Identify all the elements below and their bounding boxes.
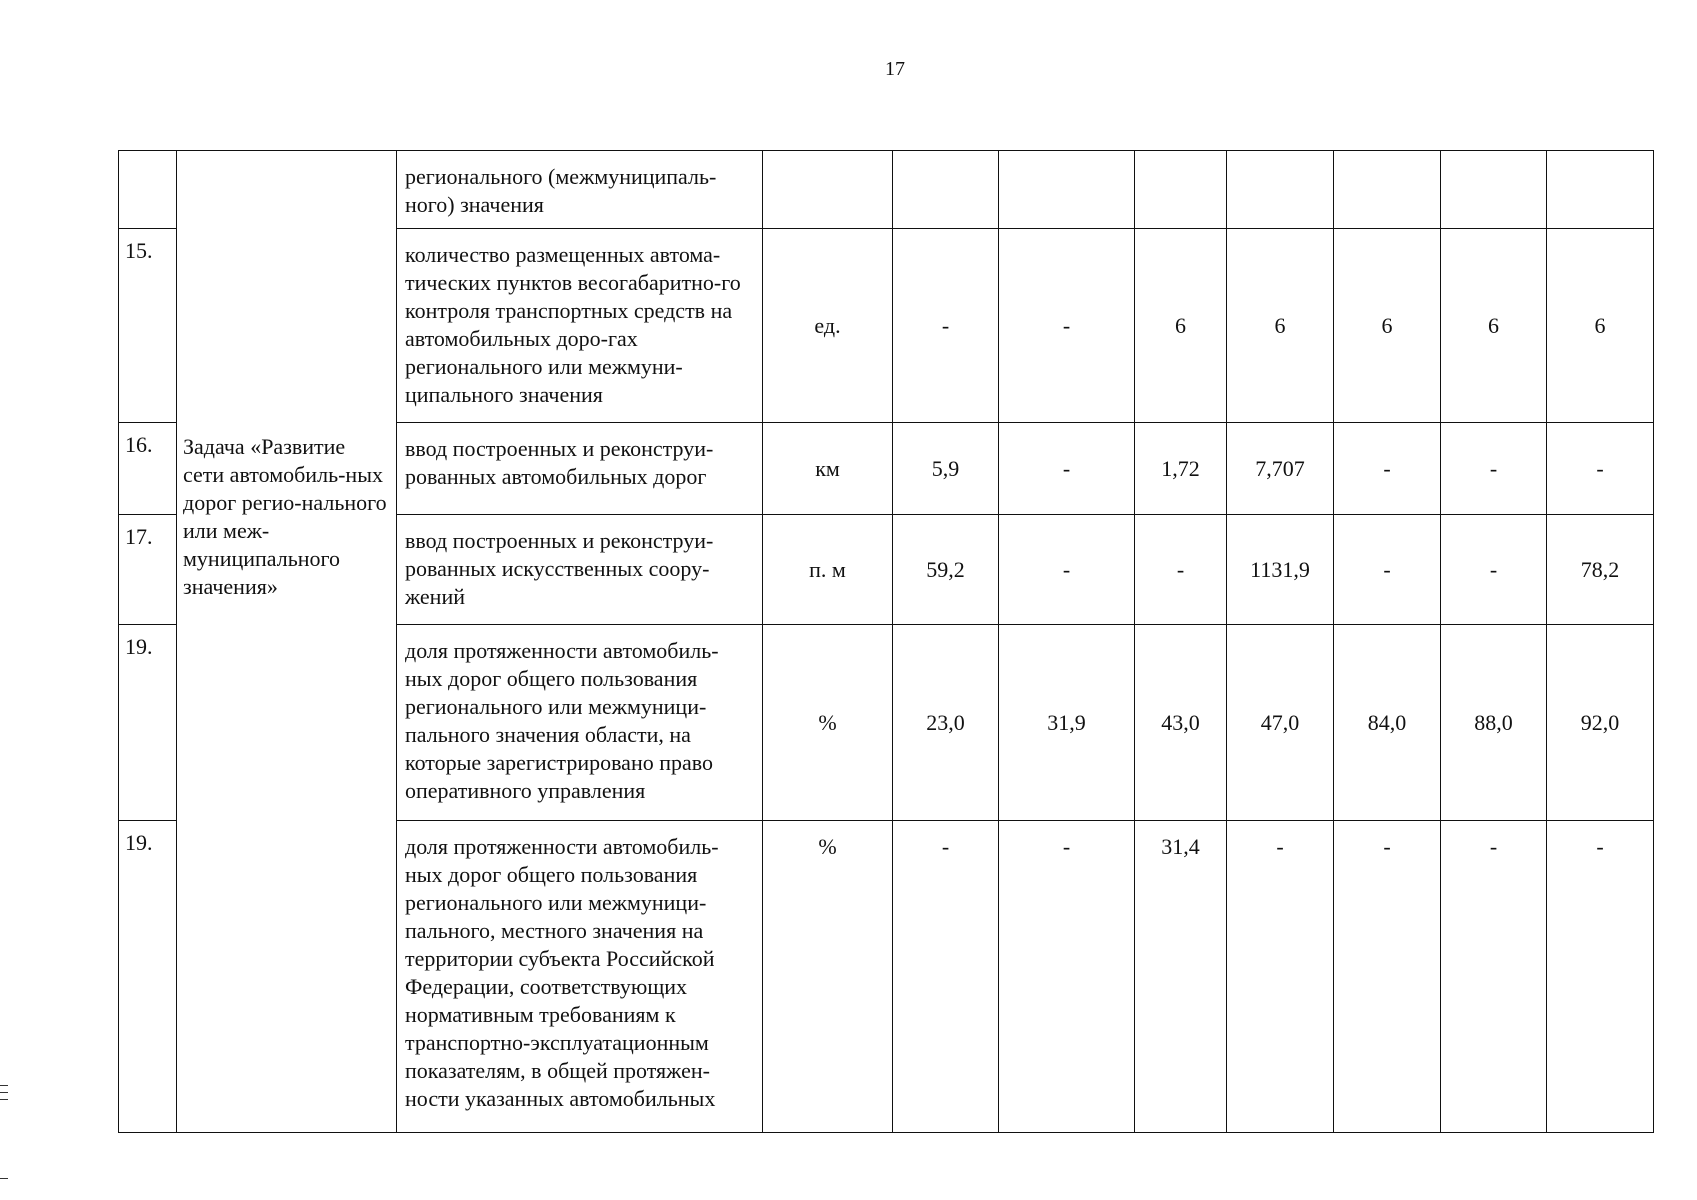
- value-cell: -: [1441, 821, 1547, 1133]
- value-cell: -: [999, 423, 1135, 515]
- value-cell: 31,4: [1135, 821, 1227, 1133]
- value-cell: 47,0: [1227, 625, 1334, 821]
- value-cell: -: [1441, 423, 1547, 515]
- value-cell: [1441, 151, 1547, 229]
- value-cell: -: [893, 229, 999, 423]
- value-cell: 6: [1135, 229, 1227, 423]
- scan-mark: [0, 1092, 8, 1093]
- value-cell: [1547, 151, 1654, 229]
- scan-mark: [0, 1099, 8, 1100]
- row-number: 17.: [119, 515, 177, 625]
- value-cell: -: [1441, 515, 1547, 625]
- row-number: 19.: [119, 821, 177, 1133]
- row-number: [119, 151, 177, 229]
- value-cell: 59,2: [893, 515, 999, 625]
- task-column: [177, 151, 397, 1133]
- value-cell: 88,0: [1441, 625, 1547, 821]
- indicator-text: регионального (межмуниципаль-ного) значения: [397, 151, 763, 229]
- indicator-text: доля протяженности автомобиль-ных дорог общего пользования регионального или межмуници-пального, местного значения на территории субъекта Российской Федерации, соответствующих нормативным требованиям к транспортно-эксплуатационным показателям, в общей протяжен-ности указанных автомобильных: [397, 821, 763, 1133]
- value-cell: -: [1547, 821, 1654, 1133]
- row-number: 16.: [119, 423, 177, 515]
- value-cell: 5,9: [893, 423, 999, 515]
- value-cell: 23,0: [893, 625, 999, 821]
- row-number: 19.: [119, 625, 177, 821]
- unit-cell: км: [763, 423, 893, 515]
- value-cell: -: [1135, 515, 1227, 625]
- indicator-text: ввод построенных и реконструи-рованных искусственных соору-жений: [397, 515, 763, 625]
- value-cell: [893, 151, 999, 229]
- page-number: 17: [885, 58, 905, 80]
- value-cell: 7,707: [1227, 423, 1334, 515]
- value-cell: 92,0: [1547, 625, 1654, 821]
- value-cell: [999, 151, 1135, 229]
- task-label: Задача «Развитие сети автомобиль-ных дорог регио-нального или меж-муниципального значения»: [183, 434, 387, 599]
- row-number: 15.: [119, 229, 177, 423]
- value-cell: -: [1227, 821, 1334, 1133]
- unit-cell: ед.: [763, 229, 893, 423]
- unit-cell: п. м: [763, 515, 893, 625]
- unit-cell: %: [763, 625, 893, 821]
- indicator-text: доля протяженности автомобиль-ных дорог общего пользования регионального или межмуници-пального значения области, на которые зарегистрировано право оперативного управления: [397, 625, 763, 821]
- unit-cell: [763, 151, 893, 229]
- indicator-text: количество размещенных автома-тических пунктов весогабаритно-го контроля транспортных средств на автомобильных доро-гах регионального или межмуни-ципального значения: [397, 229, 763, 423]
- value-cell: 78,2: [1547, 515, 1654, 625]
- value-cell: -: [1334, 515, 1441, 625]
- value-cell: 1131,9: [1227, 515, 1334, 625]
- value-cell: 6: [1547, 229, 1654, 423]
- value-cell: 31,9: [999, 625, 1135, 821]
- table-row: [119, 151, 1654, 229]
- scan-mark: [0, 1178, 8, 1179]
- value-cell: -: [999, 515, 1135, 625]
- value-cell: [1227, 151, 1334, 229]
- scan-mark: [0, 1085, 8, 1086]
- value-cell: 1,72: [1135, 423, 1227, 515]
- value-cell: 6: [1334, 229, 1441, 423]
- value-cell: [1334, 151, 1441, 229]
- value-cell: -: [1334, 821, 1441, 1133]
- value-cell: -: [893, 821, 999, 1133]
- value-cell: [1135, 151, 1227, 229]
- value-cell: 84,0: [1334, 625, 1441, 821]
- value-cell: -: [1334, 423, 1441, 515]
- indicators-table: [118, 150, 1654, 1133]
- value-cell: 6: [1227, 229, 1334, 423]
- indicator-text: ввод построенных и реконструи-рованных автомобильных дорог: [397, 423, 763, 515]
- value-cell: -: [999, 821, 1135, 1133]
- unit-cell: %: [763, 821, 893, 1133]
- value-cell: -: [1547, 423, 1654, 515]
- value-cell: 6: [1441, 229, 1547, 423]
- value-cell: 43,0: [1135, 625, 1227, 821]
- value-cell: -: [999, 229, 1135, 423]
